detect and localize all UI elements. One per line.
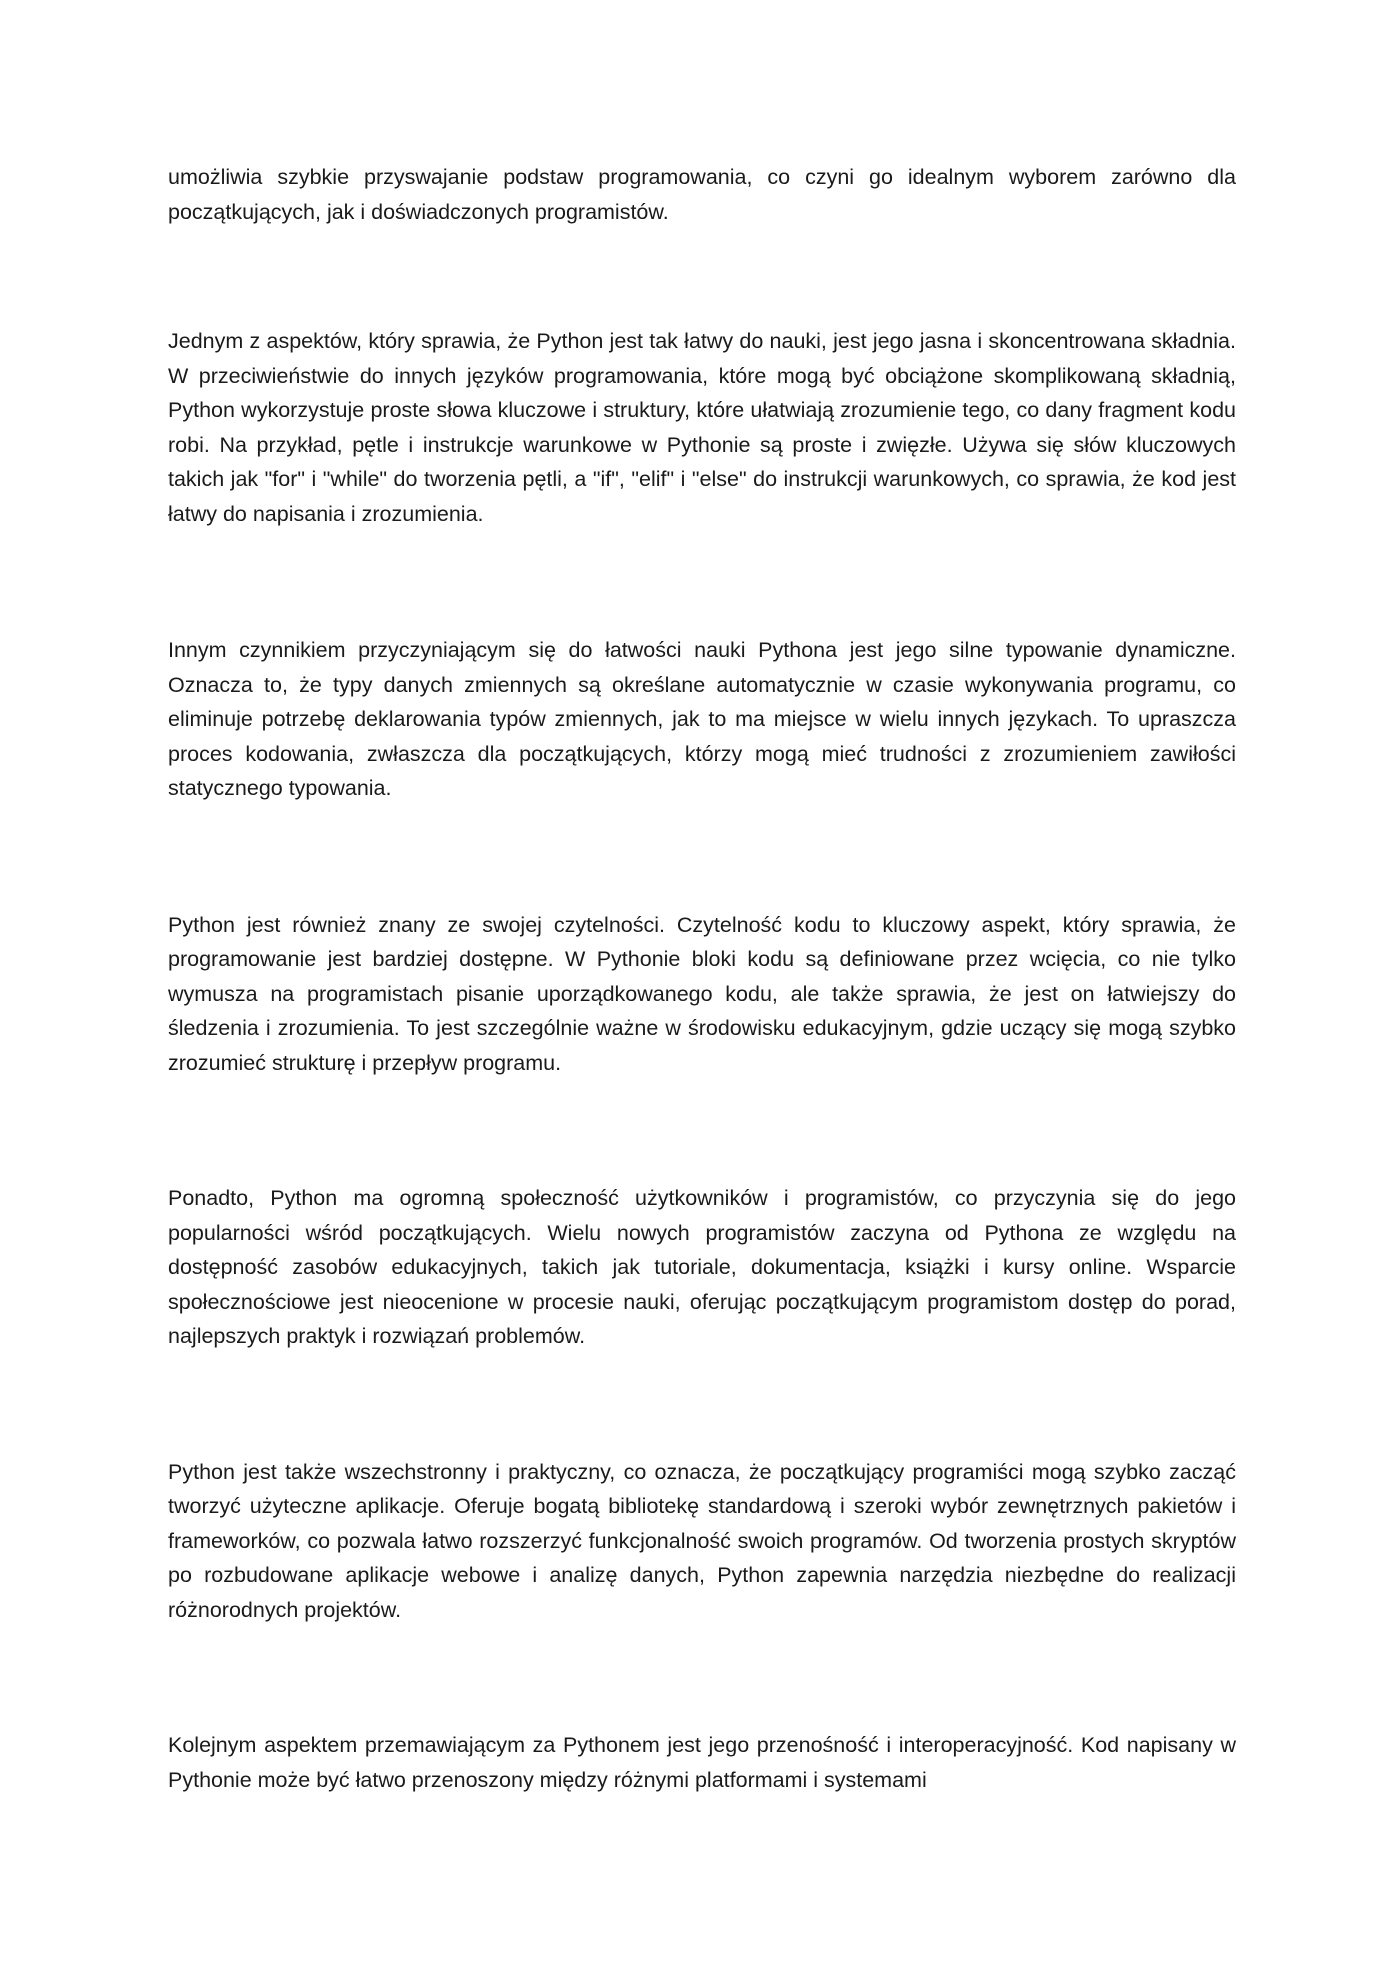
paragraph-community: Ponadto, Python ma ogromną społeczność użytkowników i programistów, co przyczynia się do jego popularności wśród początkujących. Wielu nowych programistów zaczyna od Pythona ze względu na dostępność zasobów edukacyjnych, takich jak tutoriale, dokumentacja, książki i kursy online. Wsparcie społecznościowe jest nieocenione w procesie nauki, oferując początkującym programistom dostęp do porad, najlepszych praktyk i rozwiązań problemów. — [168, 1186, 1236, 1348]
paragraph-versatility: Python jest także wszechstronny i praktyczny, co oznacza, że początkujący programiści mogą szybko zacząć tworzyć użyteczne aplikacje. Oferuje bogatą bibliotekę standardową i szeroki wybór zewnętrznych pakietów i frameworków, co pozwala łatwo rozszerzyć funkcjonalność swoich programów. Od tworzenia prostych skryptów po rozbudowane aplikacje webowe i analizę danych, Python zapewnia narzędzia niezbędne do realizacji różnorodnych projektów. — [168, 1459, 1236, 1622]
paragraph-portability: Kolejnym aspektem przemawiającym za Pythonem jest jego przenośność i interoperacyjność. Kod napisany w Pythonie może być łatwo przenoszony między różnymi platformami i systemami — [168, 1733, 1236, 1792]
paragraph-readability: Python jest również znany ze swojej czytelności. Czytelność kodu to kluczowy aspekt, który sprawia, że programowanie jest bardziej dostępne. W Pythonie bloki kodu są definiowane przez wcięcia, co nie tylko wymusza na programistach pisanie uporządkowanego kodu, ale także sprawia, że jest on łatwiejszy do śledzenia i zrozumienia. To jest szczególnie ważne w środowisku edukacyjnym, gdzie uczący się mogą szybko zrozumieć strukturę i przepływ programu. — [168, 912, 1236, 1075]
document-page — [168, 160, 1236, 1797]
paragraph-intro-continuation: umożliwia szybkie przyswajanie podstaw programowania, co czyni go idealnym wyborem zarówno dla początkujących, jak i doświadczonych programistów. — [168, 165, 1236, 224]
paragraph-syntax: Jednym z aspektów, który sprawia, że Python jest tak łatwy do nauki, jest jego jasna i skoncentrowana składnia. W przeciwieństwie do innych języków programowania, które mogą być obciążone skomplikowaną składnią, Python wykorzystuje proste słowa kluczowe i struktury, które ułatwiają zrozumienie tego, co dany fragment kodu robi. Na przykład, pętle i instrukcje warunkowe w Pythonie są proste i zwięzłe. Używa się słów kluczowych takich jak "for" i "while" do tworzenia pętli, a "if", "elif" i "else" do instrukcji warunkowych, co sprawia, że kod jest łatwy do napisania i zrozumienia. — [168, 329, 1236, 526]
paragraph-dynamic-typing: Innym czynnikiem przyczyniającym się do łatwości nauki Pythona jest jego silne typowanie dynamiczne. Oznacza to, że typy danych zmiennych są określane automatycznie w czasie wykonywania programu, co eliminuje potrzebę deklarowania typów zmiennych, jak to ma miejsce w wielu innych językach. To upraszcza proces kodowania, zwłaszcza dla początkujących, którzy mogą mieć trudności z zrozumieniem zawiłości statycznego typowania. — [168, 638, 1236, 800]
